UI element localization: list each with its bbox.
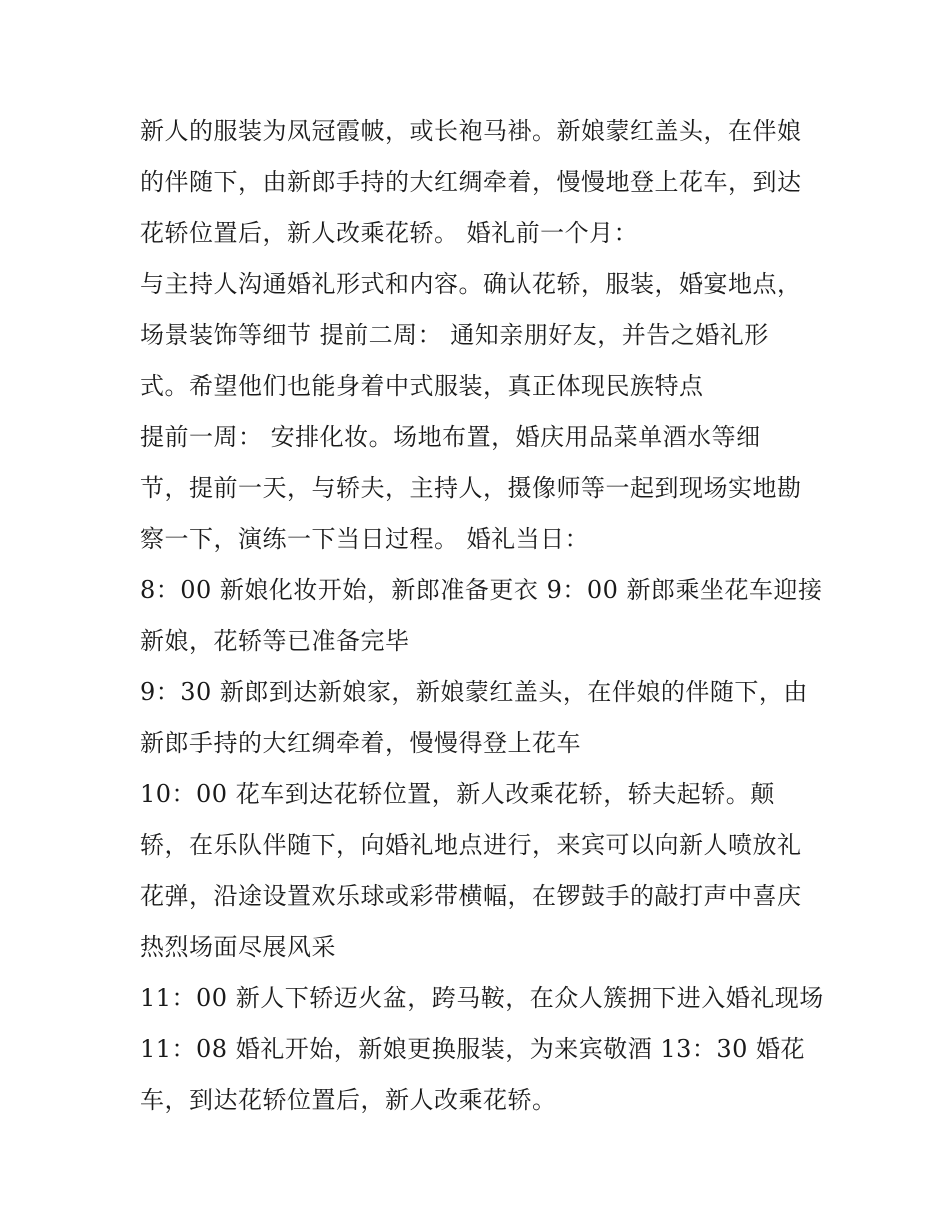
text-line: 新郎手持的大红绸牵着，慢慢得登上花车 — [140, 729, 581, 757]
text-line: 10：00 花车到达花轿位置，新人改乘花轿，轿夫起轿。颠 — [140, 780, 775, 808]
text-line: 9：30 新郎到达新娘家，新娘蒙红盖头，在伴娘的伴随下，由 — [140, 678, 808, 706]
text-line: 车，到达花轿位置后，新人改乘花轿。 — [140, 1086, 557, 1114]
text-line: 花轿位置后，新人改乘花轿。 婚礼前一个月： — [140, 219, 639, 247]
text-line: 式。希望他们也能身着中式服装，真正体现民族特点 — [140, 372, 704, 400]
text-line: 与主持人沟通婚礼形式和内容。确认花轿，服装，婚宴地点， — [140, 270, 802, 298]
text-line: 热烈场面尽展风采 — [140, 933, 336, 961]
text-line: 提前一周： 安排化妆。场地布置，婚庆用品菜单酒水等细 — [140, 423, 761, 451]
text-line: 11：00 新人下轿迈火盆，跨马鞍，在众人簇拥下进入婚礼现场 — [140, 984, 824, 1012]
text-line: 节，提前一天，与轿夫，主持人，摄像师等一起到现场实地勘 — [140, 474, 802, 502]
body-text — [140, 106, 830, 1126]
text-line: 轿，在乐队伴随下，向婚礼地点进行，来宾可以向新人喷放礼 — [140, 831, 802, 859]
text-line: 8：00 新娘化妆开始，新郎准备更衣 9：00 新郎乘坐花车迎接 — [140, 576, 823, 604]
text-line: 场景装饰等细节 提前二周： 通知亲朋好友，并告之婚礼形 — [140, 321, 769, 349]
text-line: 花弹，沿途设置欢乐球或彩带横幅，在锣鼓手的敲打声中喜庆 — [140, 882, 802, 910]
text-line: 新人的服装为凤冠霞帔，或长袍马褂。新娘蒙红盖头，在伴娘 — [140, 117, 802, 145]
text-line: 察一下，演练一下当日过程。 婚礼当日： — [140, 525, 590, 553]
text-line: 11：08 婚礼开始，新娘更换服装，为来宾敬酒 13：30 婚花 — [140, 1035, 806, 1063]
text-line: 新娘，花轿等已准备完毕 — [140, 627, 410, 655]
text-line: 的伴随下，由新郎手持的大红绸牵着，慢慢地登上花车，到达 — [140, 168, 802, 196]
